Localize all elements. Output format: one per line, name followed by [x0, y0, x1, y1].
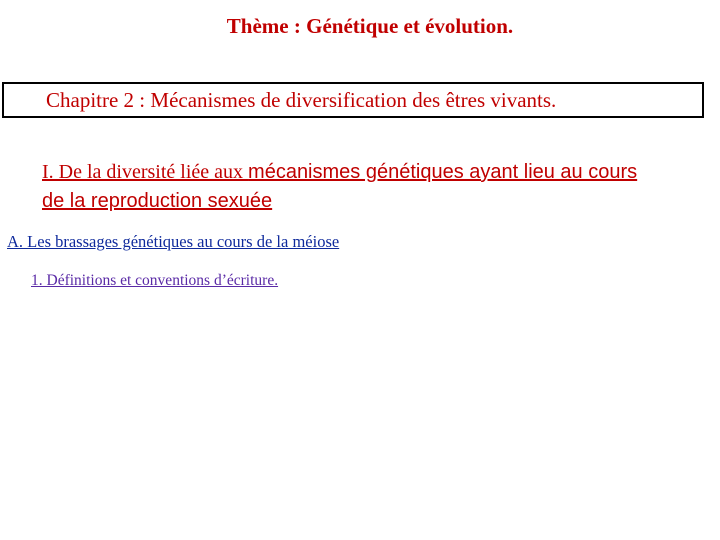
theme-title: Thème : Génétique et évolution.: [226, 14, 514, 38]
section-heading-part-2: mécanismes génétiques ayant lieu au cours: [248, 161, 638, 183]
section-heading: [42, 158, 720, 216]
section-heading-part-1: I. De la diversité liée aux: [42, 161, 249, 183]
subsection-a-heading: A. Les brassages génétiques au cours de la méiose: [7, 232, 340, 251]
subsection-1-heading: 1. Définitions et conventions d’écriture.: [31, 272, 279, 289]
section-heading-part-3: de la reproduction sexuée: [42, 190, 273, 212]
chapter-title: Chapitre 2 : Mécanismes de diversification des êtres vivants.: [46, 88, 557, 112]
section-heading-line-2: [42, 187, 720, 216]
chapter-box: [2, 82, 704, 118]
section-heading-line-1: [42, 158, 720, 187]
